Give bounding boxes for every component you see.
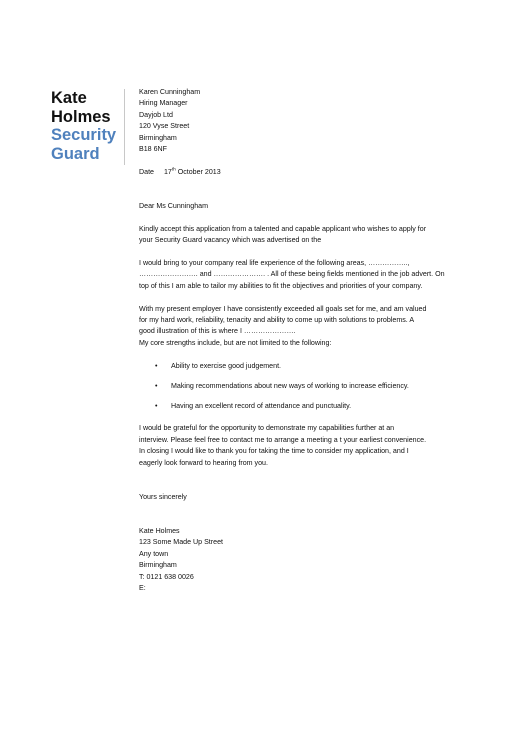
strengths-list xyxy=(139,361,484,412)
paragraph-strengths xyxy=(139,304,484,350)
recipient-address xyxy=(139,87,484,155)
list-item xyxy=(139,381,484,392)
list-item-text: Making recommendations about new ways of working to increase efficiency. xyxy=(171,381,409,390)
paragraph-line: top of this I am able to tailor my abilities to fit the objectives and priorities of your company. xyxy=(139,281,423,290)
sender-city: Birmingham xyxy=(139,561,177,570)
list-item-text: Ability to exercise good judgement. xyxy=(171,361,282,370)
paragraph-line: for my hard work, reliability, tenacity and ability to come up with solutions to problems. A xyxy=(139,316,415,325)
last-name: Holmes xyxy=(51,107,111,126)
paragraph-line: ……………………. and …………………. . All of these being fields mentioned in the job advert. On xyxy=(139,270,445,279)
list-item xyxy=(139,401,484,412)
date-day: 17 xyxy=(163,167,172,176)
date-month-year: October 2013 xyxy=(177,167,221,176)
sender-details xyxy=(139,526,484,594)
recipient-name: Karen Cunningham xyxy=(139,88,201,96)
date-suffix: th xyxy=(171,166,176,172)
paragraph-line: good illustration of this is where I …………………. xyxy=(139,327,296,336)
list-item-text: Having an excellent record of attendance and punctuality. xyxy=(171,401,352,410)
paragraph-line: Kindly accept this application from a talented and capable applicant who wishes to apply for xyxy=(139,224,427,233)
recipient-company: Dayjob Ltd xyxy=(139,110,173,119)
sign-off: Yours sincerely xyxy=(139,492,187,501)
first-name: Kate xyxy=(51,89,87,107)
recipient-position: Hiring Manager xyxy=(139,99,188,108)
name-title-block xyxy=(51,89,116,163)
vertical-divider xyxy=(124,89,125,165)
letter-body xyxy=(139,87,484,594)
sender-name: Kate Holmes xyxy=(139,527,180,536)
bullet-icon: • xyxy=(155,401,158,410)
job-title-line-1: Security xyxy=(51,126,117,144)
bullet-icon: • xyxy=(155,381,158,390)
paragraph-line: My core strengths include, but are not limited to the following: xyxy=(139,338,332,347)
paragraph-line: I would bring to your company real life experience of the following areas, …………….., xyxy=(139,259,410,268)
salutation: Dear Ms Cunningham xyxy=(139,202,208,211)
paragraph-line: With my present employer I have consistently exceeded all goals set for me, and am valued xyxy=(139,304,427,313)
bullet-icon: • xyxy=(155,361,158,370)
sender-town: Any town xyxy=(139,549,169,558)
sender-email: E: xyxy=(139,584,146,593)
date-line xyxy=(139,167,484,178)
paragraph-experience xyxy=(139,258,484,292)
sender-street: 123 Some Made Up Street xyxy=(139,538,223,547)
paragraph-line: your Security Guard vacancy which was advertised on the xyxy=(139,236,322,245)
recipient-city: Birmingham xyxy=(139,133,177,142)
paragraph-line: I would be grateful for the opportunity to demonstrate my capabilities further at an xyxy=(139,424,395,433)
recipient-postcode: B18 6NF xyxy=(139,145,167,154)
paragraph-closing xyxy=(139,423,484,469)
job-title-line-2: Guard xyxy=(51,144,100,163)
recipient-street: 120 Vyse Street xyxy=(139,122,190,131)
paragraph-intro xyxy=(139,224,484,247)
date-label: Date xyxy=(139,167,154,176)
paragraph-line: eagerly look forward to hearing from you. xyxy=(139,458,268,467)
paragraph-line: In closing I would like to thank you for taking the time to consider my application, and I xyxy=(139,447,409,456)
paragraph-line: interview. Please feel free to contact me to arrange a meeting a t your earliest convenience. xyxy=(139,435,427,444)
list-item xyxy=(139,361,484,372)
sender-phone: T: 0121 638 0026 xyxy=(139,572,194,581)
